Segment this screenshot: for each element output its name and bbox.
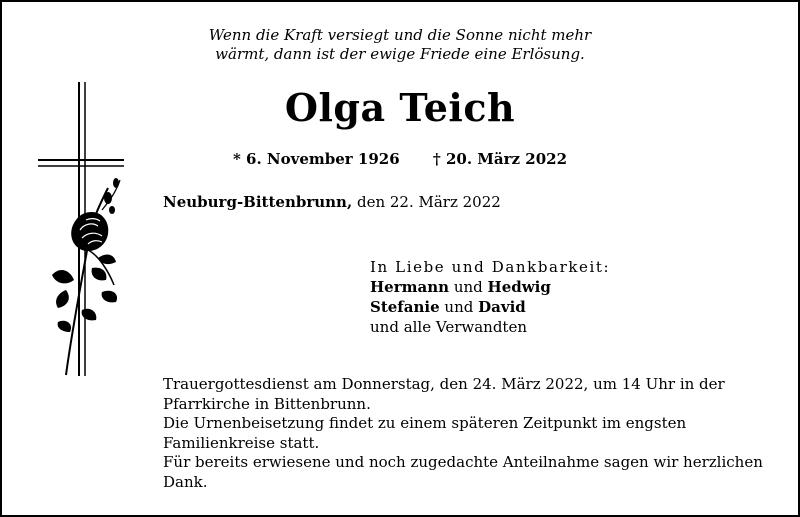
notice-body <box>163 375 778 492</box>
place-and-date <box>163 193 501 211</box>
mourners-couple-1 <box>370 277 610 297</box>
place: Neuburg-Bittenbrunn, <box>163 193 353 211</box>
thanks-notice: Für bereits erwiesene und noch zugedachte Anteilnahme sagen wir herzlichen Dank. <box>163 453 763 491</box>
death-date: † 20. März 2022 <box>432 150 568 168</box>
mourner-name: Stefanie <box>370 298 440 316</box>
mourner-name: Hermann <box>370 278 450 296</box>
funeral-service-notice: Trauergottesdienst am Donnerstag, den 24. März 2022, um 14 Uhr in der Pfarrkirche in Bittenbrunn. <box>163 375 725 413</box>
mourners-lead: In Liebe und Dankbarkeit: <box>370 258 611 276</box>
mourner-conjunction: und <box>444 298 474 316</box>
memorial-quote <box>150 26 650 64</box>
deceased-name: Olga Teich <box>284 85 516 130</box>
mourner-name: David <box>478 298 526 316</box>
notice-date: den 22. März 2022 <box>356 193 501 211</box>
birth-date: * 6. November 1926 <box>232 150 400 168</box>
mourners-couple-2 <box>370 297 610 317</box>
mourner-conjunction: und <box>453 278 483 296</box>
mourner-name: Hedwig <box>487 278 551 296</box>
quote-line-1: Wenn die Kraft versiegt und die Sonne nicht mehr <box>208 26 592 44</box>
cross-with-rose-icon <box>36 80 136 380</box>
urn-burial-notice: Die Urnenbeisetzung findet zu einem späteren Zeitpunkt im engsten Familienkreise statt. <box>163 414 687 452</box>
mourners-block <box>370 257 610 337</box>
life-dates <box>150 150 650 168</box>
quote-line-2: wärmt, dann ist der ewige Friede eine Erlösung. <box>215 45 585 63</box>
mourners-others: und alle Verwandten <box>370 318 527 336</box>
